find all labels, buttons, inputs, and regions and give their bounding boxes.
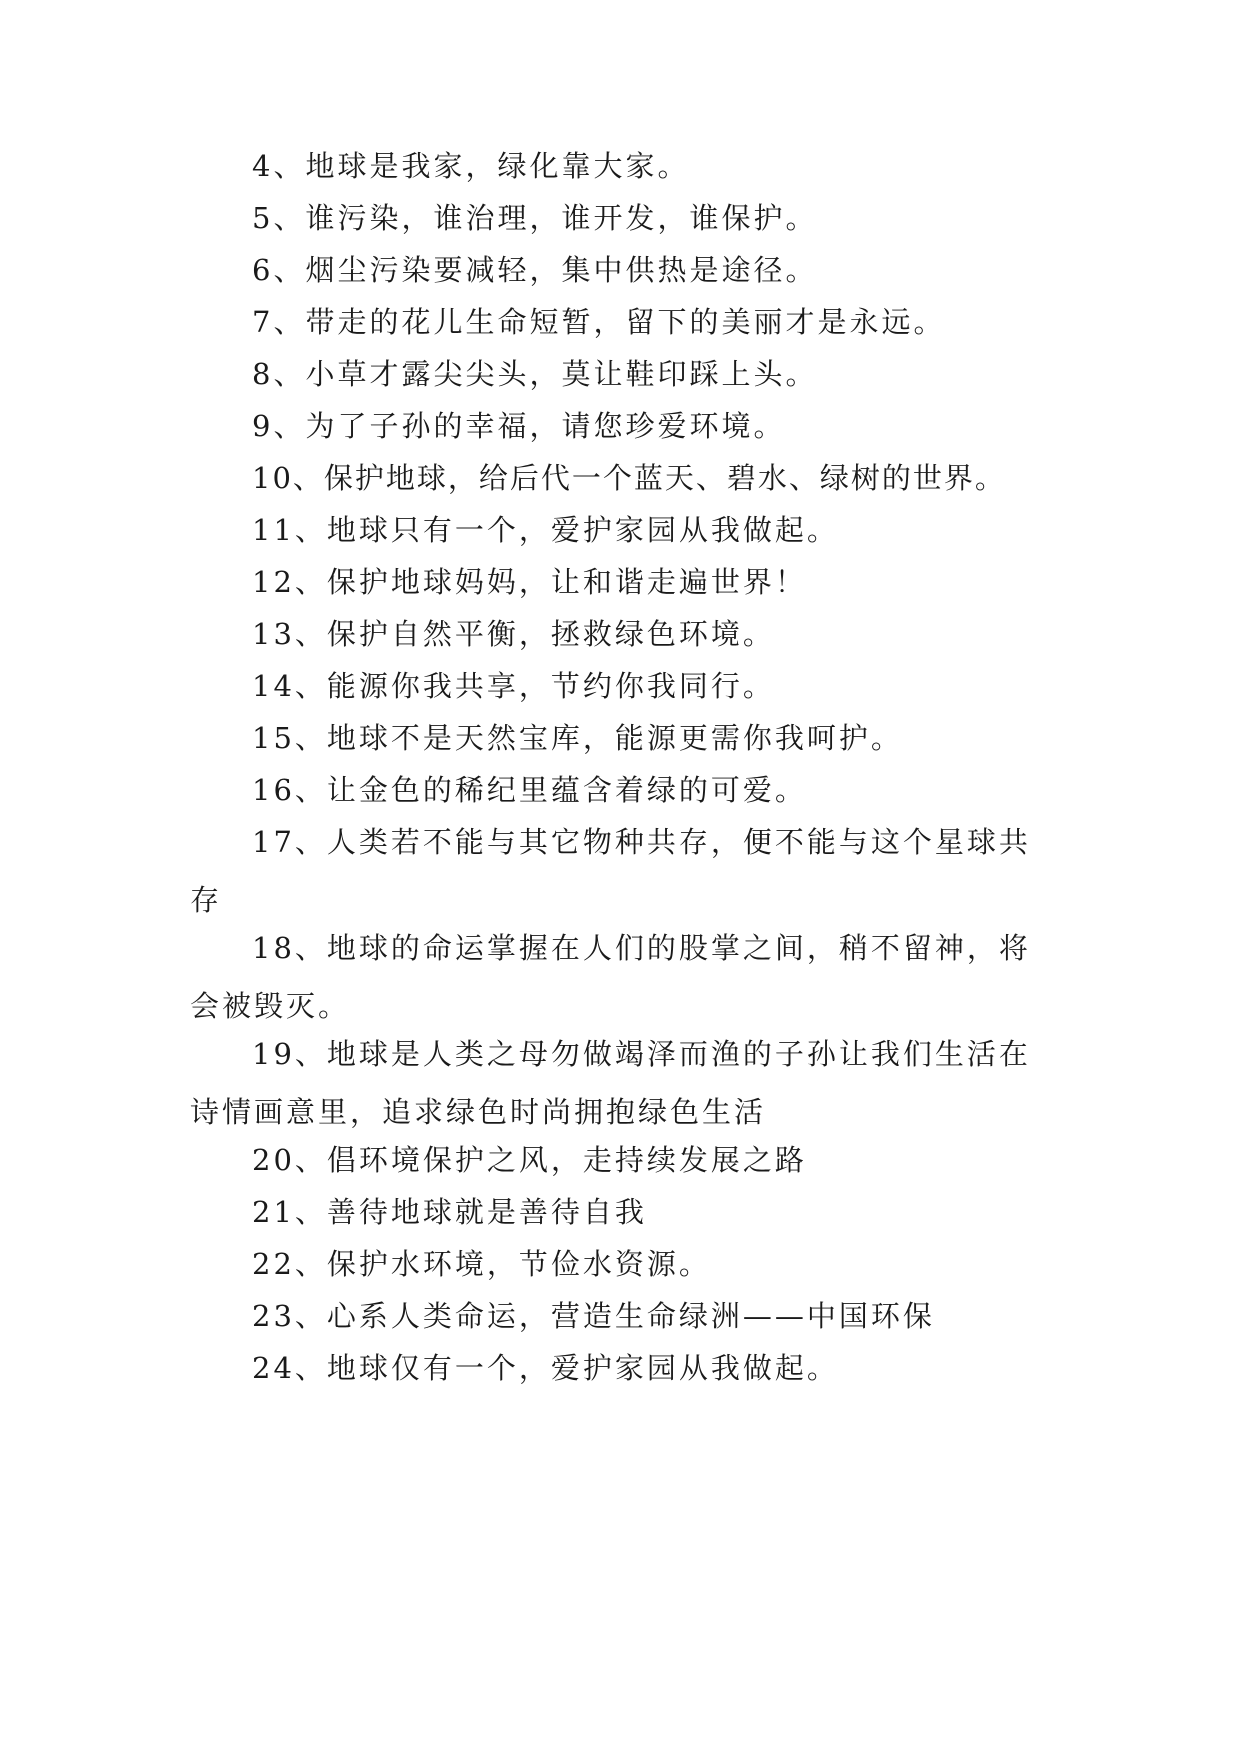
slogan-item-22: 22、保护水环境，节俭水资源。 [252, 1247, 711, 1281]
slogan-item-7: 7、带走的花儿生命短暂，留下的美丽才是永远。 [252, 305, 946, 339]
slogan-item-17: 17、人类若不能与其它物种共存，便不能与这个星球共存 [190, 825, 1031, 917]
slogan-item-9: 9、为了子孙的幸福，请您珍爱环境。 [252, 409, 786, 443]
slogan-item-11: 11、地球只有一个，爱护家园从我做起。 [252, 513, 839, 547]
slogan-item-14: 14、能源你我共享，节约你我同行。 [252, 669, 775, 703]
slogan-item-21: 21、善待地球就是善待自我 [252, 1195, 647, 1229]
slogan-item-15: 15、地球不是天然宝库，能源更需你我呵护。 [252, 721, 903, 755]
slogan-item-6: 6、烟尘污染要减轻，集中供热是途径。 [252, 253, 818, 287]
slogan-item-23: 23、心系人类命运，营造生命绿洲——中国环保 [252, 1299, 935, 1333]
slogan-item-16: 16、让金色的稀纪里蕴含着绿的可爱。 [252, 773, 807, 807]
slogan-item-24: 24、地球仅有一个，爱护家园从我做起。 [252, 1351, 839, 1385]
slogan-item-19: 19、地球是人类之母勿做竭泽而渔的子孙让我们生活在诗情画意里，追求绿色时尚拥抱绿色生活 [190, 1037, 1031, 1129]
slogan-item-13: 13、保护自然平衡，拯救绿色环境。 [252, 617, 775, 651]
slogan-item-10: 10、保护地球，给后代一个蓝天、碧水、绿树的世界。 [252, 461, 1006, 495]
slogan-item-4: 4、地球是我家，绿化靠大家。 [252, 149, 690, 183]
slogan-item-18: 18、地球的命运掌握在人们的股掌之间，稍不留神，将会被毁灭。 [190, 931, 1031, 1023]
slogan-item-12: 12、保护地球妈妈，让和谐走遍世界！ [252, 565, 807, 599]
slogan-item-5: 5、谁污染，谁治理，谁开发，谁保护。 [252, 201, 818, 235]
slogan-item-20: 20、倡环境保护之风，走持续发展之路 [252, 1143, 807, 1177]
slogan-item-8: 8、小草才露尖尖头，莫让鞋印踩上头。 [252, 357, 818, 391]
